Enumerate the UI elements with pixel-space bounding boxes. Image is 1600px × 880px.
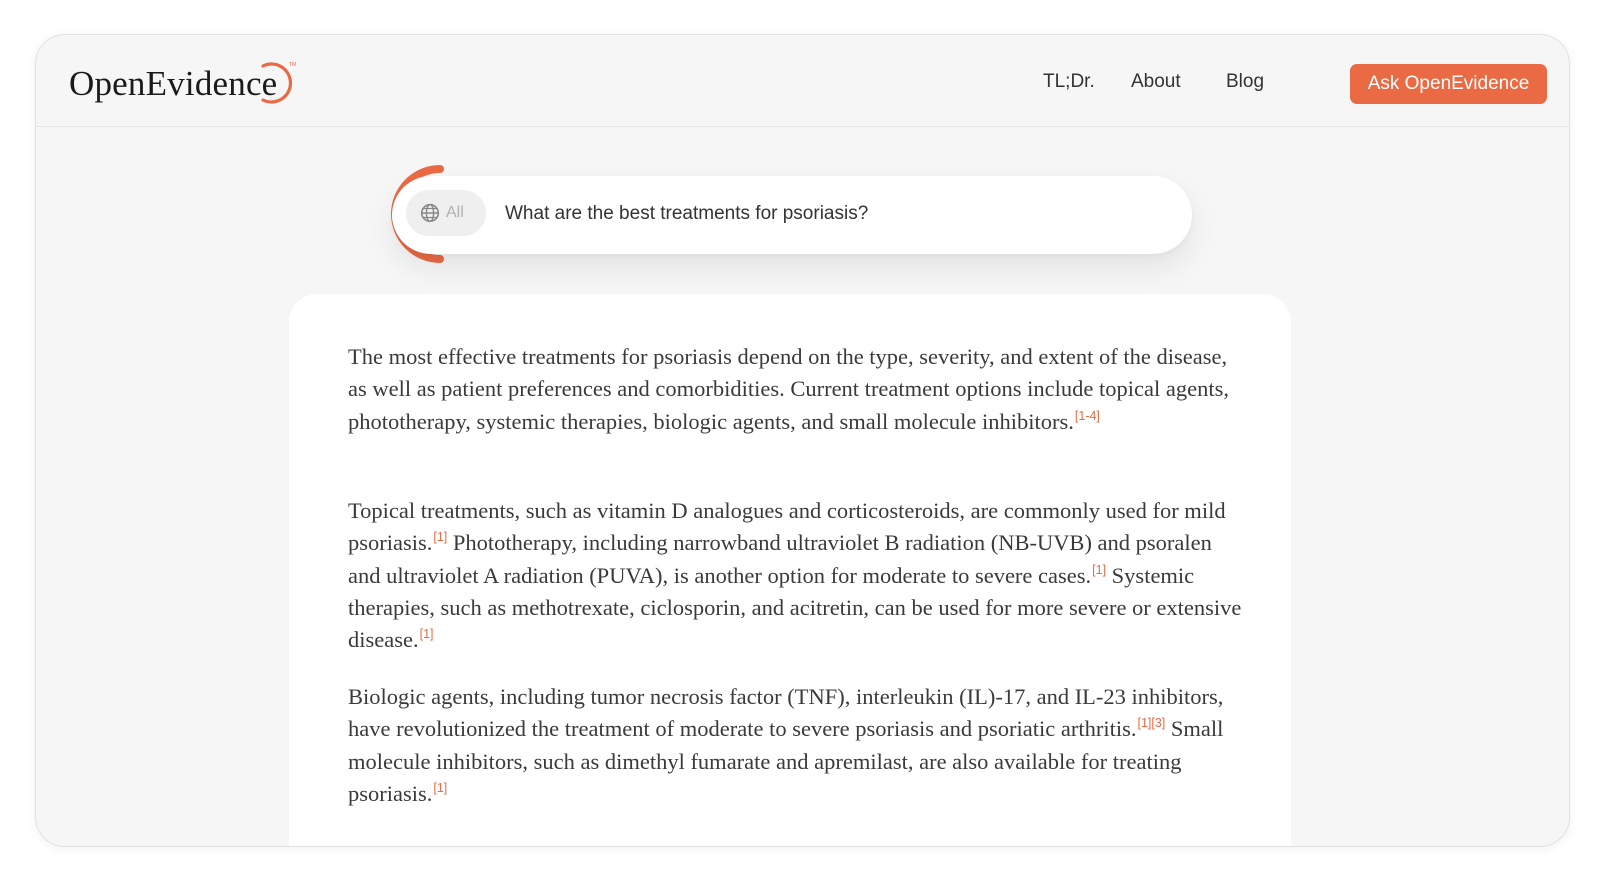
svg-text:TM: TM <box>289 62 297 68</box>
nav-link-about[interactable]: About <box>1131 71 1181 92</box>
citation-link[interactable]: [1] <box>1092 562 1107 577</box>
search-scope-label: All <box>446 204 464 221</box>
search-bar[interactable] <box>392 176 1192 254</box>
answer-card <box>289 294 1291 847</box>
top-navbar <box>36 35 1569 127</box>
answer-paragraph <box>348 495 1248 656</box>
ask-openevidence-button[interactable]: Ask OpenEvidence <box>1350 64 1547 104</box>
citation-link[interactable]: [1] <box>433 780 448 795</box>
globe-icon <box>420 203 440 223</box>
citation-link[interactable]: [1][3] <box>1137 716 1166 731</box>
citation-link[interactable]: [1-4] <box>1074 408 1100 423</box>
nav-link-tldr[interactable]: TL;Dr. <box>1043 71 1095 92</box>
search-scope-selector[interactable] <box>406 190 486 236</box>
answer-text: The most effective treatments for psoriasis depend on the type, severity, and extent of the disease, as well as patient preferences and comorbidities. Current treatment options include topical agents, phototherapy, systemic therapies, biologic agents, and small molecule inhibitors. <box>348 344 1229 434</box>
answer-text: Phototherapy, including narrowband ultraviolet B radiation (NB-UVB) and psoralen and ultraviolet A radiation (PUVA), is another option for moderate to severe cases. <box>348 530 1212 588</box>
answer-text: Systemic therapies, such as methotrexate, ciclosporin, and acitretin, can be used for more severe or extensive disease. <box>348 562 1242 653</box>
citation-link[interactable]: [1] <box>419 627 434 642</box>
answer-text: Biologic agents, including tumor necrosis factor (TNF), interleukin (IL)-17, and IL-23 inhibitors, have revolutionized the treatment of moderate to severe psoriasis and psoriatic arthritis. <box>348 684 1224 742</box>
answer-paragraph <box>348 341 1248 438</box>
logo[interactable] <box>69 59 297 109</box>
logo-text: OpenEvidence <box>69 64 278 103</box>
answer-text: Topical treatments, such as vitamin D analogues and corticosteroids, are commonly used for mild psoriasis. <box>348 498 1226 556</box>
nav-link-blog[interactable]: Blog <box>1226 71 1265 92</box>
answer-paragraph <box>348 681 1248 810</box>
citation-link[interactable]: [1] <box>433 530 448 545</box>
app-window <box>35 34 1570 847</box>
answer-text: Small molecule inhibitors, such as dimethyl fumarate and apremilast, are also available for treating psoriasis. <box>348 716 1224 806</box>
search-query-text[interactable]: What are the best treatments for psoriasis? <box>505 203 869 224</box>
